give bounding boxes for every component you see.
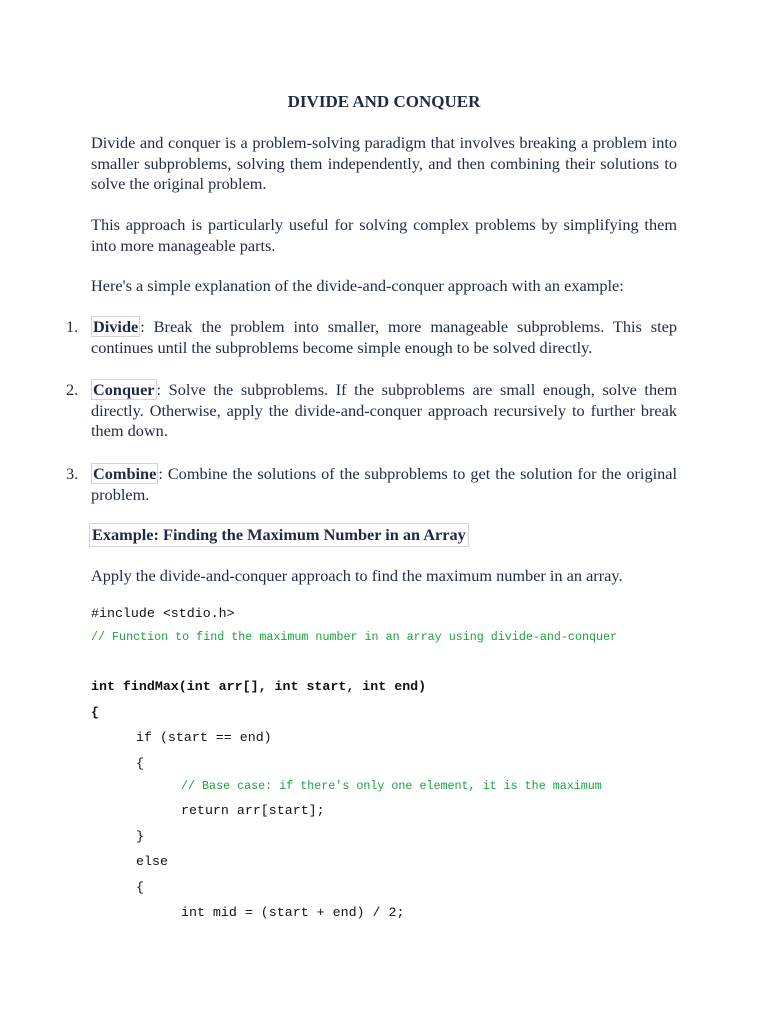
example-heading: Example: Finding the Maximum Number in an Array [89, 523, 469, 547]
code-else-line: else [136, 854, 168, 869]
code-comment-base-case: // Base case: if there's only one element, it is the maximum [181, 779, 602, 793]
code-return-line: return arr[start]; [181, 803, 325, 818]
page-title: DIVIDE AND CONQUER [287, 92, 481, 111]
paragraph-explanation: Here's a simple explanation of the divide-and-conquer approach with an example: [91, 276, 624, 295]
list-item-text: : Break the problem into smaller, more manageable subproblems. This step continues until the subproblems become simple enough to be solved directly. [91, 317, 677, 357]
code-open-brace: { [91, 705, 99, 720]
list-item-text: : Solve the subproblems. If the subproblems are small enough, solve them directly. Otherwise, apply the divide-and-conquer approach recursively to further break them down. [91, 380, 677, 440]
list-item-body [91, 464, 677, 505]
code-signature: int findMax(int arr[], int start, int end) [91, 679, 427, 694]
code-inner-close: } [136, 829, 144, 844]
list-number: 3. [66, 464, 79, 483]
list-item-text: : Combine the solutions of the subproblems to get the solution for the original problem. [91, 464, 677, 504]
paragraph-intro: Divide and conquer is a problem-solving paradigm that involves breaking a problem into smaller subproblems, solving them independently, and then combining their solutions to solve the original problem. [91, 133, 677, 193]
code-mid-line: int mid = (start + end) / 2; [181, 905, 405, 920]
list-item-body [91, 317, 677, 358]
term-divide: Divide [93, 317, 139, 336]
code-else-open: { [136, 880, 144, 895]
paragraph-approach: This approach is particularly useful for solving complex problems by simplifying them into more manageable parts. [91, 215, 677, 255]
code-include: #include <stdio.h> [91, 606, 235, 621]
term-combine: Combine [93, 464, 157, 483]
code-if-line: if (start == end) [136, 730, 272, 745]
example-intro: Apply the divide-and-conquer approach to find the maximum number in an array. [91, 566, 623, 585]
list-number: 2. [66, 380, 79, 399]
code-comment-function: // Function to find the maximum number in an array using divide-and-conquer [91, 630, 618, 644]
code-inner-open: { [136, 756, 144, 771]
term-conquer: Conquer [93, 380, 155, 399]
list-number: 1. [66, 317, 79, 336]
list-item-body [91, 380, 677, 442]
